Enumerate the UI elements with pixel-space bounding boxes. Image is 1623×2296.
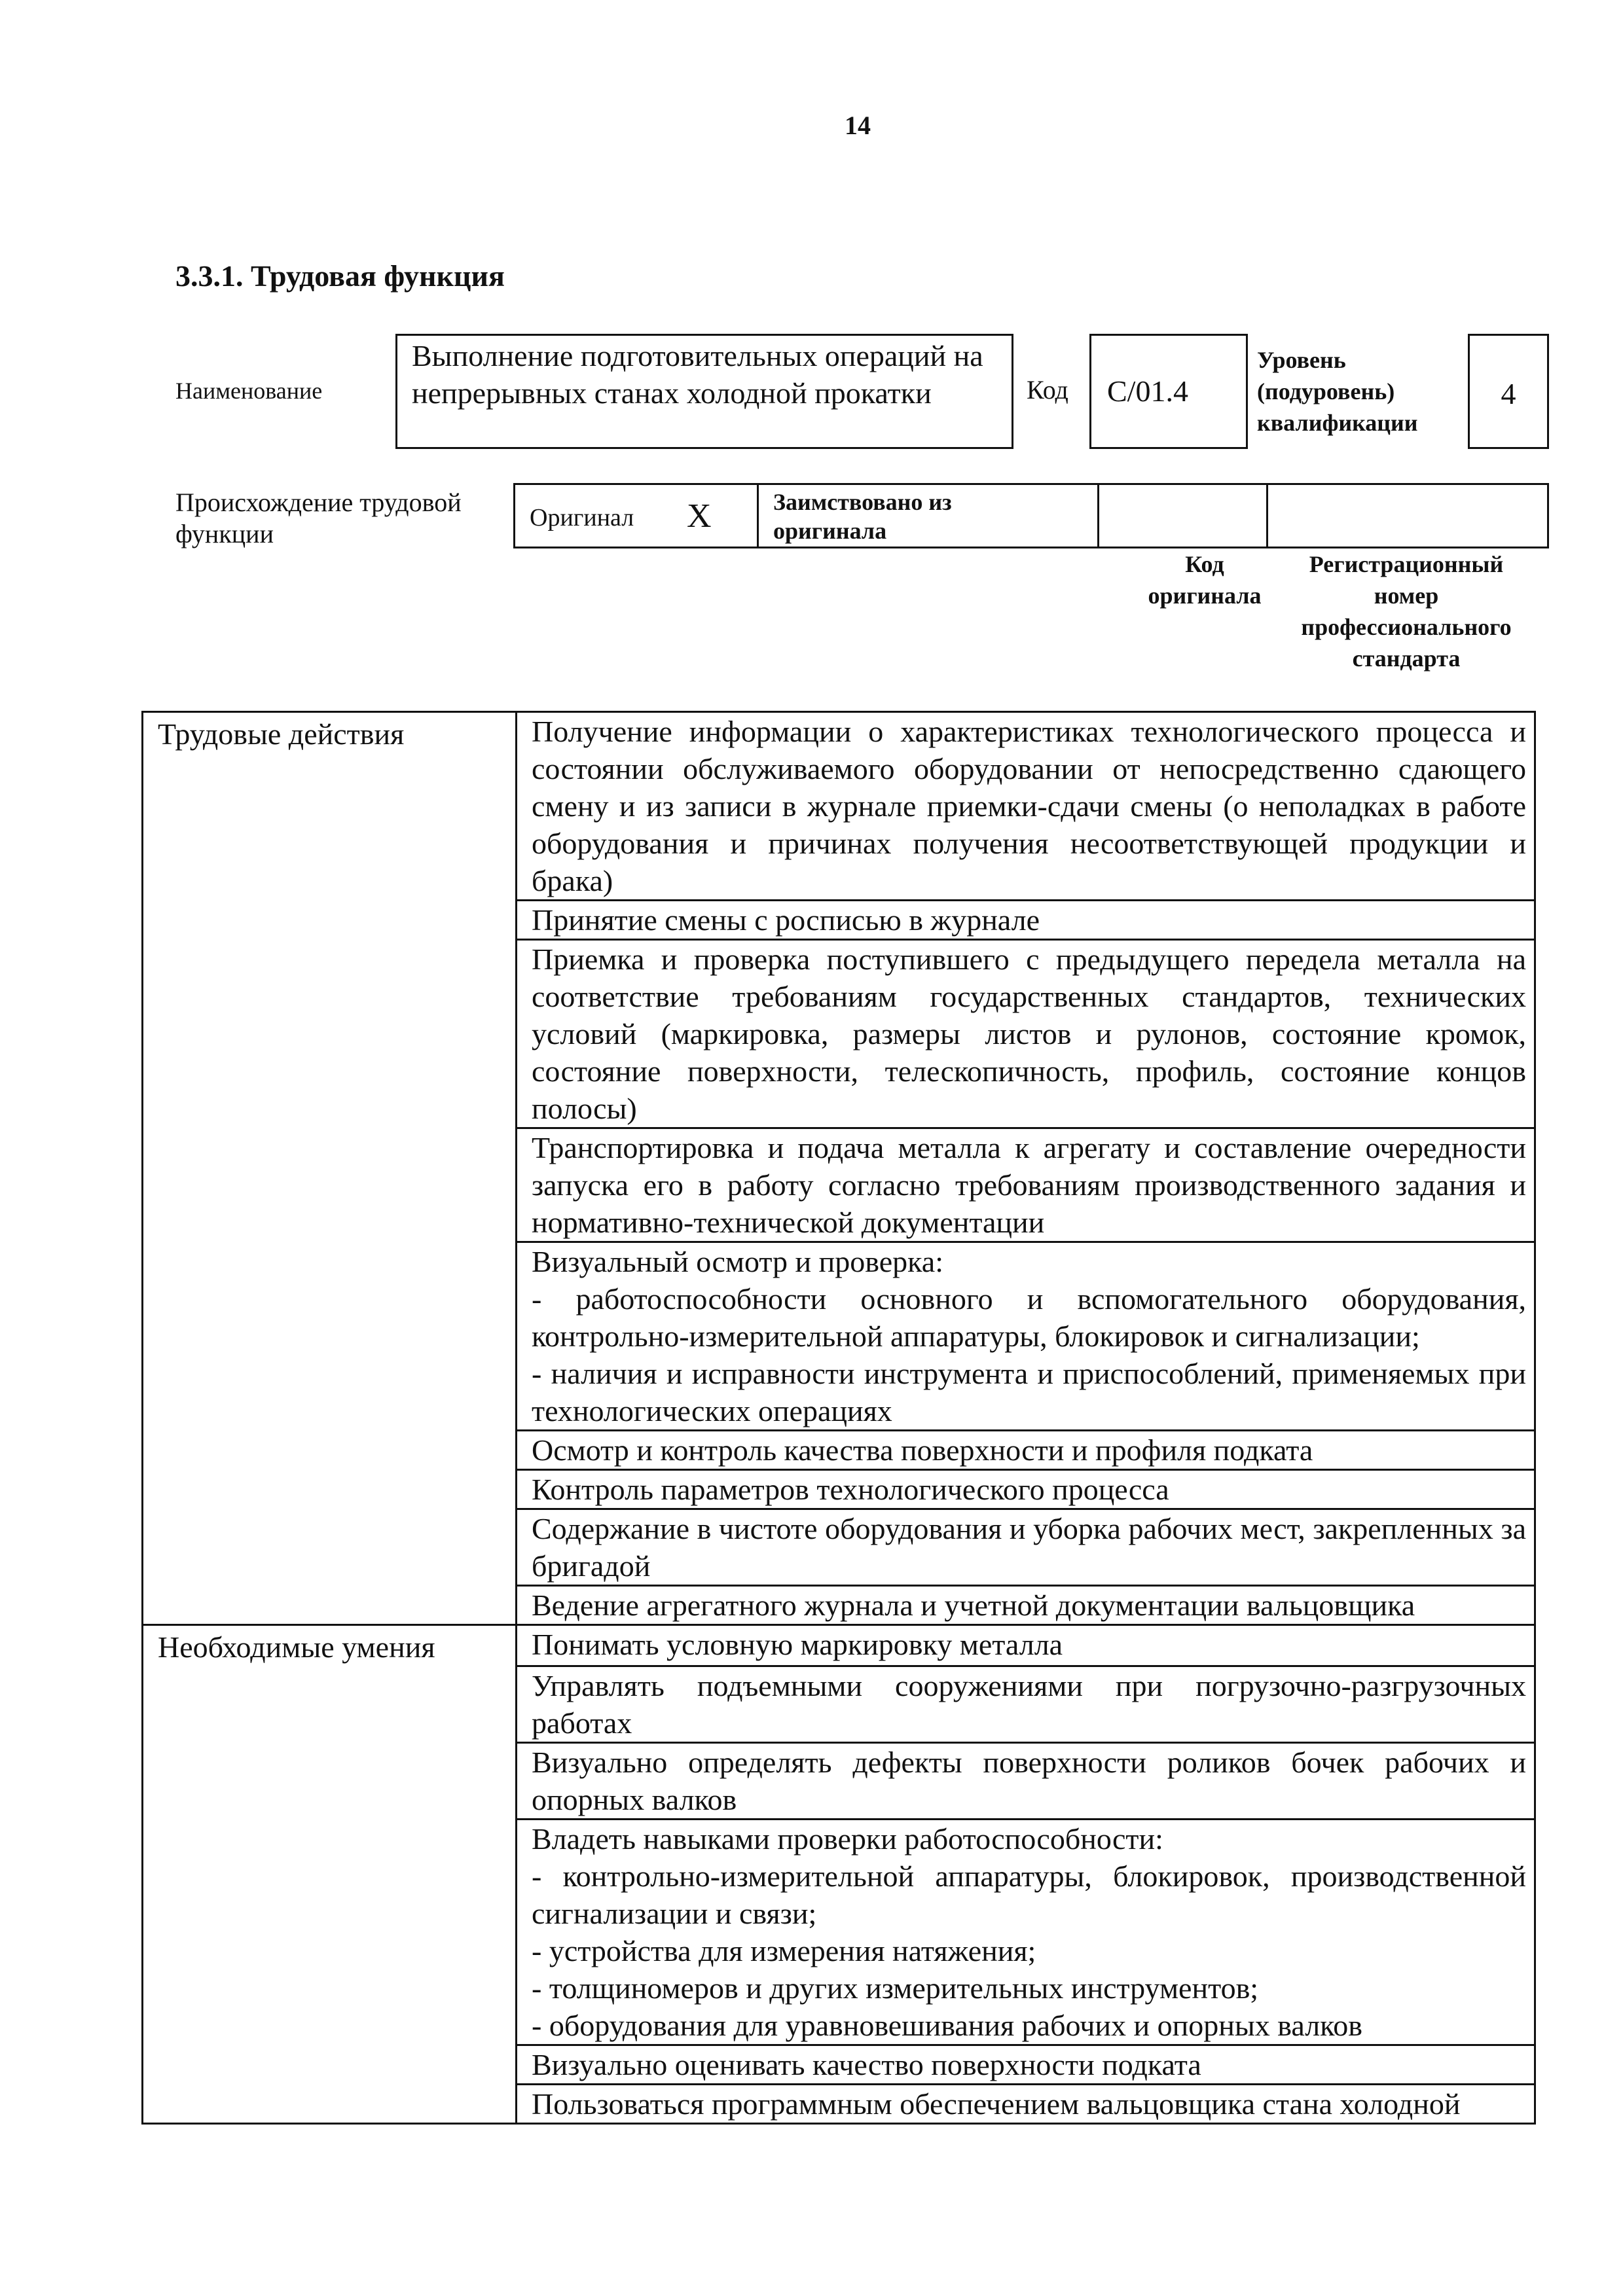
- origin-label: [175, 487, 462, 550]
- table-row: [143, 712, 1535, 901]
- code-caption-line1: Код: [1185, 551, 1224, 577]
- reg-caption-line2: номер: [1374, 583, 1439, 609]
- table-row: [143, 1128, 1535, 1242]
- original-cell: [515, 485, 759, 547]
- skill-item: Управлять подъемными сооружениями при погрузочно-разгрузочных работах: [517, 1666, 1535, 1742]
- table-row: [143, 940, 1535, 1128]
- labor-actions-label: Трудовые действия: [143, 712, 517, 901]
- table-row: [143, 1470, 1535, 1509]
- labor-action-item: Приемка и проверка поступившего с предыдущего передела металла на соответствие требованиям государственных стандартов, технических условий (маркировка, размеры листов и рулонов, состояние кромок, состояние поверхности, телескопичность, профиль, состояние концов полосы): [517, 940, 1535, 1128]
- origin-label-line2: функции: [175, 519, 274, 548]
- table-row: [143, 1509, 1535, 1586]
- level-label-line1: Уровень: [1257, 347, 1346, 373]
- labor-action-item: Транспортировка и подача металла к агрегату и составление очередности запуска его в работу согласно требованиям производственного задания и нормативно-технической документации: [517, 1128, 1535, 1242]
- reg-caption-line1: Регистрационный: [1309, 551, 1504, 577]
- reg-caption-line4: стандарта: [1352, 645, 1461, 672]
- borrowed-line2: оригинала: [773, 518, 887, 544]
- name-label: Наименование: [175, 378, 323, 404]
- table-row: [143, 1242, 1535, 1431]
- borrowed-label: [773, 488, 952, 545]
- level-label-line2: (подуровень): [1257, 378, 1395, 404]
- table-row: [143, 1666, 1535, 1742]
- labor-action-item: Содержание в чистоте оборудования и уборка рабочих мест, закрепленных за бригадой: [517, 1509, 1535, 1586]
- labor-action-item: Ведение агрегатного журнала и учетной документации вальцовщика: [517, 1586, 1535, 1625]
- labor-action-item: Визуальный осмотр и проверка: - работоспособности основного и вспомогательного оборудования, контрольно-измерительной аппаратуры, блокировок и сигнализации; - наличия и исправности инструмента и приспособлений, применяемых при технологических операциях: [517, 1242, 1535, 1431]
- borrowed-line1: Заимствовано из: [773, 489, 952, 515]
- level-value-box: 4: [1468, 334, 1549, 449]
- skill-item: Визуально определять дефекты поверхности роликов бочек рабочих и опорных валков: [517, 1742, 1535, 1819]
- table-row: [143, 901, 1535, 940]
- origin-table: [513, 483, 1549, 548]
- table-row: [143, 1819, 1535, 2045]
- table-row: [143, 2084, 1535, 2123]
- level-label: [1257, 344, 1418, 439]
- registration-number-cell: [1268, 485, 1547, 547]
- table-row: [143, 1431, 1535, 1470]
- table-row: [143, 1742, 1535, 1819]
- table-row: [143, 1625, 1535, 1666]
- table-row: [143, 1586, 1535, 1625]
- labor-action-item: Принятие смены с росписью в журнале: [517, 901, 1535, 940]
- table-row: [143, 2045, 1535, 2084]
- original-code-cell: [1099, 485, 1268, 547]
- registration-number-caption: [1264, 548, 1549, 674]
- skill-item: Пользоваться программным обеспечением вальцовщика стана холодной: [517, 2084, 1535, 2123]
- original-mark: X: [687, 497, 712, 535]
- borrowed-cell: [759, 485, 1099, 547]
- labor-action-item: Получение информации о характеристиках технологического процесса и состоянии обслуживаемого оборудовании от непосредственно сдающего смену и из записи в журнале приемки-сдачи смены (о неполадках в работе оборудования и причинах получения несоответствующей продукции и брака): [517, 712, 1535, 901]
- page-number: 14: [845, 111, 871, 140]
- required-skills-label: Необходимые умения: [143, 1625, 517, 1666]
- code-value-box: С/01.4: [1089, 334, 1248, 449]
- reg-caption-line3: профессионального: [1301, 614, 1512, 640]
- skill-item: Владеть навыками проверки работоспособности: - контрольно-измерительной аппаратуры, блокировок, производственной сигнализации и связи; - устройства для измерения натяжения; - толщиномеров и других измерительных инструментов; - оборудования для уравновешивания рабочих и опорных валков: [517, 1819, 1535, 2045]
- level-label-line3: квалификации: [1257, 410, 1418, 436]
- function-name-box: Выполнение подготовительных операций на непрерывных станах холодной прокатки: [395, 334, 1013, 449]
- skill-item: Визуально оценивать качество поверхности подката: [517, 2045, 1535, 2084]
- origin-label-line1: Происхождение трудовой: [175, 488, 462, 517]
- original-label: Оригинал: [530, 504, 634, 531]
- section-heading: 3.3.1. Трудовая функция: [175, 259, 505, 293]
- code-caption-line2: оригинала: [1148, 583, 1262, 609]
- labor-action-item: Контроль параметров технологического процесса: [517, 1470, 1535, 1509]
- labor-action-item: Осмотр и контроль качества поверхности и профиля подката: [517, 1431, 1535, 1470]
- skill-item: Понимать условную маркировку металла: [517, 1625, 1535, 1666]
- function-details-table: [141, 711, 1536, 2125]
- code-label: Код: [1027, 375, 1068, 404]
